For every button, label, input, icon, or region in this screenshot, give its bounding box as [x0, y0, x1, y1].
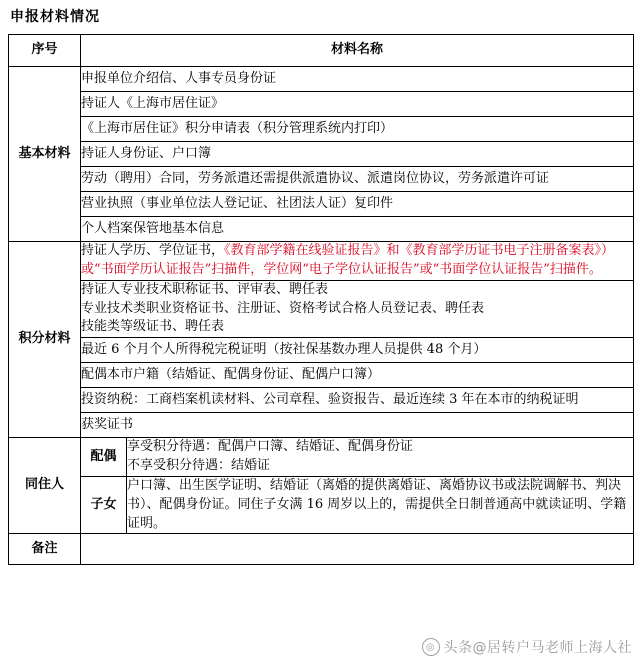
table-row: [9, 217, 634, 242]
header-serial: 序号: [9, 35, 81, 67]
list-item: 持证人身份证、户口簿: [81, 142, 634, 167]
spouse-line: 不享受积分待遇：结婚证: [127, 458, 271, 474]
list-item: 《上海市居住证》积分申请表（积分管理系统内打印）: [81, 117, 634, 142]
table-row: [9, 142, 634, 167]
table-row: [9, 117, 634, 142]
table-row: [9, 388, 634, 413]
table-row: [9, 338, 634, 363]
category-points: 积分材料: [9, 242, 81, 438]
skill-line: 技能类等级证书、聘任表: [81, 319, 225, 335]
list-item-skills: [81, 280, 634, 338]
list-item: 个人档案保管地基本信息: [81, 217, 634, 242]
list-item: 投资纳税：工商档案机读材料、公司章程、验资报告、最近连续 3 年在本市的纳税证明: [81, 388, 634, 413]
category-basic: 基本材料: [9, 67, 81, 242]
table-row: [9, 192, 634, 217]
table-row: [9, 534, 634, 565]
category-cohabitant: 同住人: [9, 438, 81, 534]
list-item-children: 户口簿、出生医学证明、结婚证（离婚的提供离婚证、离婚协议书或法院调解书、判决书）、配偶身份证。同住子女满 16 周岁以上的，需提供全日制普通高中就读证明、学籍证明。: [127, 476, 634, 534]
subcategory-children: 子女: [81, 476, 127, 534]
skill-line: 专业技术类职业资格证书、注册证、资格考试合格人员登记表、聘任表: [81, 300, 485, 316]
list-item: 配偶本市户籍（结婚证、配偶身份证、配偶户口簿）: [81, 363, 634, 388]
list-item: 获奖证书: [81, 413, 634, 438]
materials-table: [8, 34, 634, 565]
subcategory-spouse: 配偶: [81, 438, 127, 477]
table-header-row: [9, 35, 634, 67]
skill-line: 持证人专业技术职称证书、评审表、聘任表: [81, 281, 329, 297]
list-item-spouse: [127, 438, 634, 477]
watermark-text: 头条@居转户马老师上海人社: [443, 640, 632, 656]
watermark-logo-icon: ◎: [422, 638, 440, 656]
education-text: 持证人学历、学位证书，: [81, 243, 225, 258]
category-remark: 备注: [9, 534, 81, 565]
page-title: 申报材料情况: [10, 9, 100, 25]
table-row: [9, 92, 634, 117]
table-row: [9, 438, 634, 477]
table-row: [9, 167, 634, 192]
list-item: 申报单位介绍信、人事专员身份证: [81, 67, 634, 92]
watermark: [422, 637, 633, 657]
education-red-text: 《教育部学籍在线验证报告》和《教育部学历证书电子注册备案表》）或“书面学历认证报告”扫描件，学位网“电子学位认证报告”或“书面学位认证报告”扫描件。: [81, 243, 615, 277]
list-item: 最近 6 个月个人所得税完税证明（按社保基数办理人员提供 48 个月）: [81, 338, 634, 363]
list-item: 劳动（聘用）合同，劳务派遣还需提供派遣协议、派遣岗位协议，劳务派遣许可证: [81, 167, 634, 192]
table-row: [9, 413, 634, 438]
table-row: [9, 67, 634, 92]
header-material-name: 材料名称: [81, 35, 634, 67]
remark-content: [81, 534, 634, 565]
table-row: [9, 363, 634, 388]
list-item-education: [81, 242, 634, 281]
table-row: [9, 476, 634, 534]
list-item: 持证人《上海市居住证》: [81, 92, 634, 117]
table-row: [9, 242, 634, 281]
list-item: 营业执照（事业单位法人登记证、社团法人证）复印件: [81, 192, 634, 217]
spouse-line: 享受积分待遇：配偶户口簿、结婚证、配偶身份证: [127, 439, 414, 455]
table-row: [9, 280, 634, 338]
